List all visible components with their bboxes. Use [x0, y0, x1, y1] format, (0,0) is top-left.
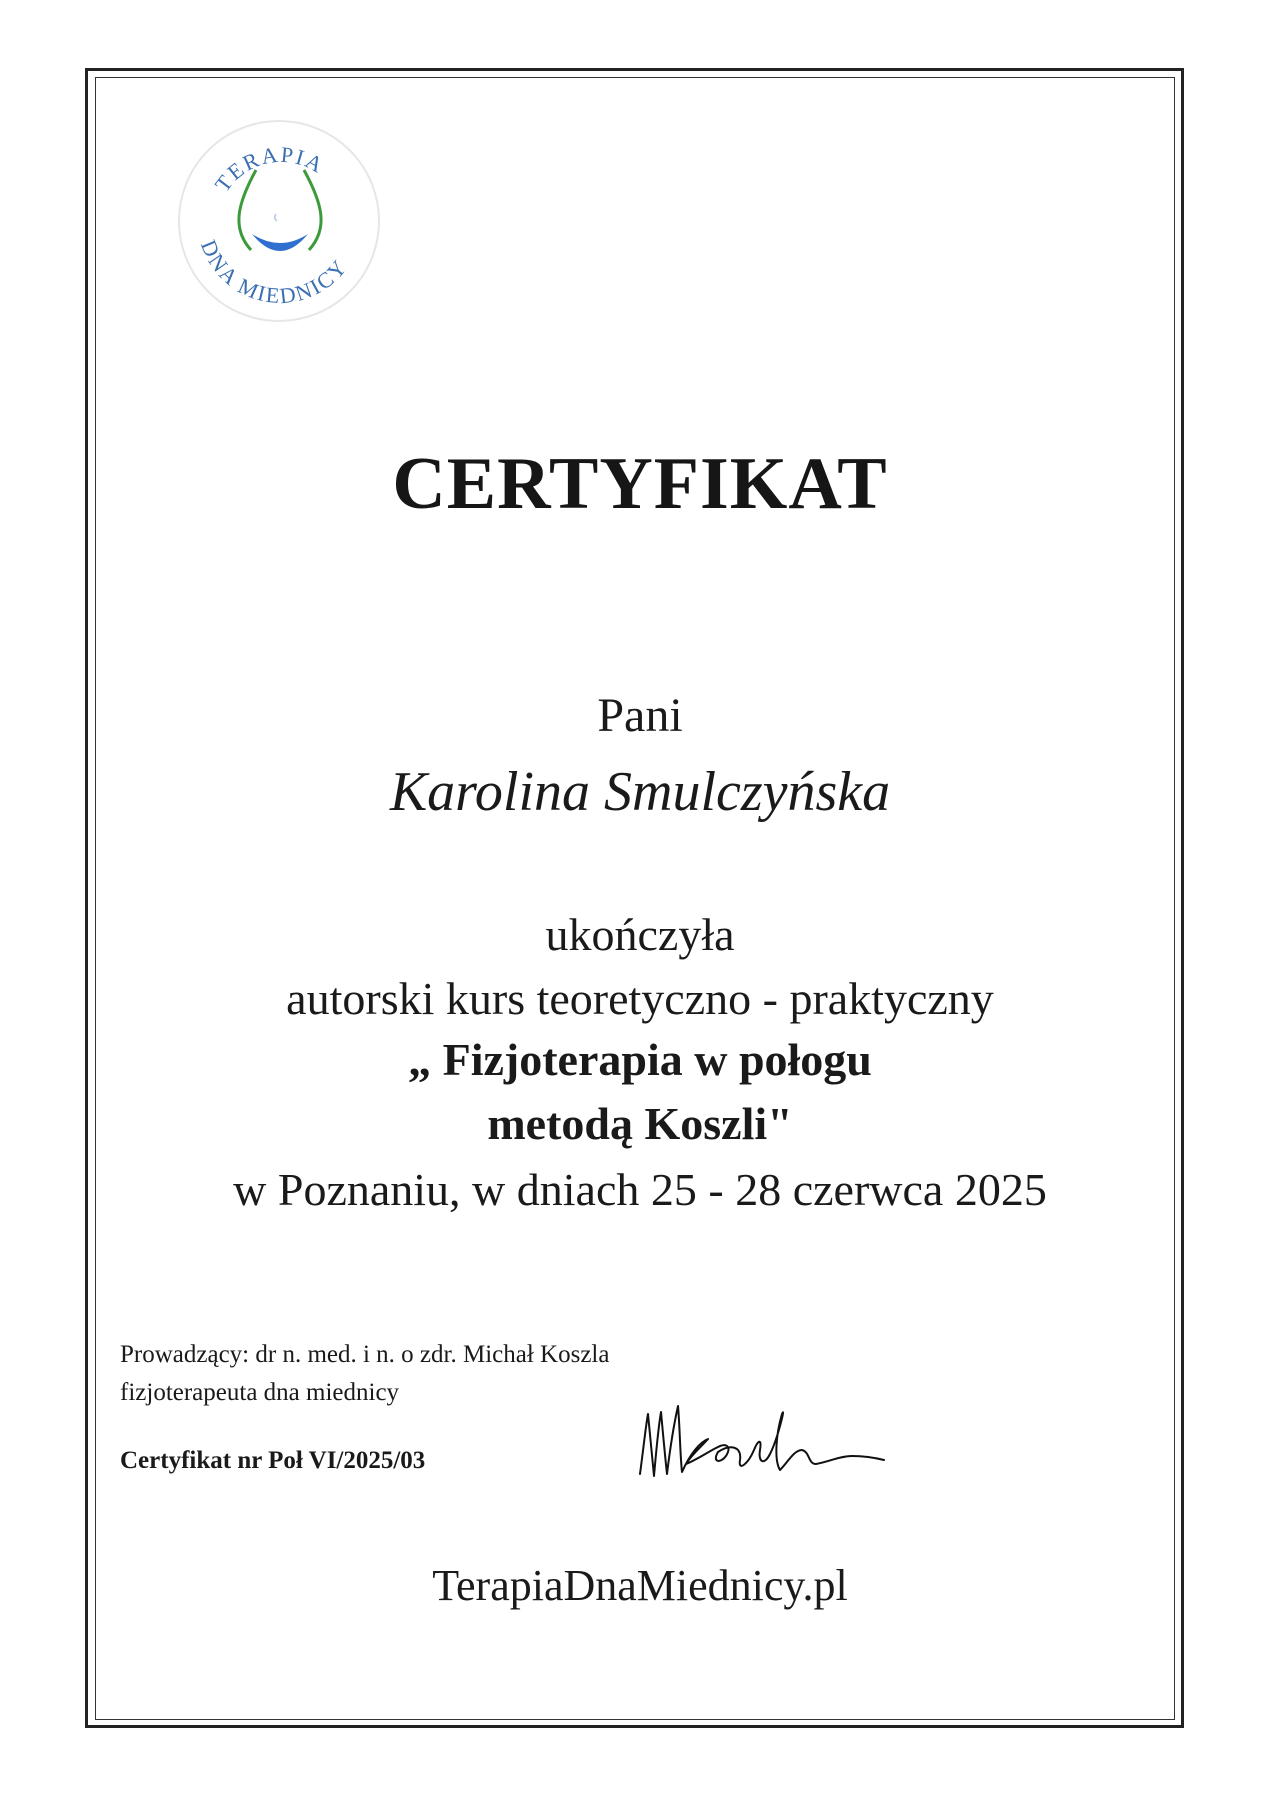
instructor-line1: Prowadzący: dr n. med. i n. o zdr. Michał Koszla: [120, 1341, 610, 1368]
logo-top-text: TERAPIA: [209, 141, 329, 197]
course-name-line1: „ Fizjoterapia w połogu: [408, 1034, 872, 1085]
place-and-date: w Poznaniu, w dniach 25 - 28 czerwca 2025: [233, 1164, 1047, 1215]
terapia-dna-miednicy-logo: [176, 118, 382, 324]
recipient-name: Karolina Smulczyńska: [389, 761, 891, 823]
certificate-title: CERTYFIKAT: [392, 443, 888, 525]
instructor-block: [120, 1336, 609, 1412]
signature-graphic: [630, 1384, 890, 1494]
course-name-line2: metodą Koszli": [487, 1098, 793, 1149]
logo-graphic: [176, 118, 382, 324]
handwritten-signature: [630, 1384, 890, 1494]
instructor-line2: fizjoterapeuta dna miednicy: [120, 1379, 400, 1406]
completed-text: ukończyła: [545, 909, 735, 960]
course-type: autorski kurs teoretyczno - praktyczny: [286, 973, 994, 1024]
salutation: Pani: [597, 689, 683, 742]
logo-bottom-text: DNA MIEDNICY: [195, 236, 353, 309]
certificate-number: Certyfikat nr Poł VI/2025/03: [120, 1447, 426, 1474]
website-url: TerapiaDnaMiednicy.pl: [432, 1561, 848, 1610]
